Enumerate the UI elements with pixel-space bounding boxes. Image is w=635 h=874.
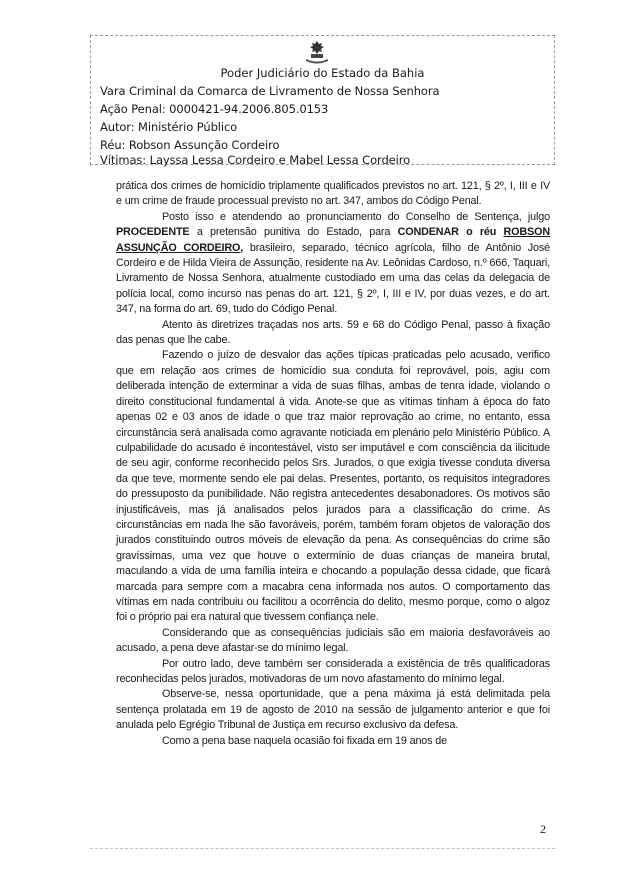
court-name: Poder Judiciário do Estado da Bahia	[220, 66, 425, 80]
footer-rule	[90, 848, 555, 849]
paragraph-8: Como a pena base naquela ocasião foi fixada em 19 anos de	[162, 734, 447, 747]
header-case-number: Ação Penal: 0000421-94.2006.805.0153	[100, 102, 329, 116]
paragraph-verdict	[116, 210, 550, 318]
verdict-condenar: CONDENAR o réu	[397, 226, 504, 239]
paragraph-1: prática dos crimes de homicídio triplamente qualificados previstos no art. 121, § 2º, I, III e IV e um crime de fraude processual previsto no art. 347, ambos do Código Penal.	[116, 180, 550, 208]
header-court-division: Vara Criminal da Comarca de Livramento de Nossa Senhora	[100, 84, 440, 98]
verdict-procedente: PROCEDENTE	[116, 226, 190, 239]
verdict-text: Posto isso e atendendo ao pronunciamento do Conselho de Sentença, julgo	[162, 210, 550, 223]
verdict-text: a pretensão punitiva do Estado, para	[189, 226, 398, 239]
defendant-name: ROBSON ASSUNÇÃO CORDEIRO,	[116, 226, 550, 254]
header-plaintiff: Autor: Ministério Público	[100, 120, 238, 134]
header-defendant: Réu: Robson Assunção Cordeiro	[100, 138, 280, 152]
header-victims: Vítimas: Layssa Lessa Cordeiro e Mabel Lessa Cordeiro	[100, 153, 411, 167]
paragraph-7: Observe-se, nessa oportunidade, que a pena máxima já está delimitada pela sentença prolatada em 19 de agosto de 2010 na sessão de julgamento anterior e que foi anulada pelo Egrégio Tribunal de Justiça em recurso exclusivo da defesa.	[116, 688, 550, 732]
paragraph-6: Por outro lado, deve também ser considerada a existência de três qualificadoras reconhecidas pelos jurados, motivadoras de um novo afastamento do mínimo legal.	[116, 657, 550, 685]
verdict-text: brasileiro, separado, técnico agrícola, filho de Antônio José Cordeiro e de Hilda Vieira de Assunção, residente na Av. Leônidas Cardoso, n.º 666, Taquari, Livramento de Nossa Senhora, atualmente custodiado em uma das celas da delegacia de polícia local, como incurso nas penas do art. 121, § 2º, I, III e IV, por duas vezes, e do art. 347, na forma do art. 69, tudo do Código Penal.	[116, 241, 550, 316]
paragraph-4: Fazendo o juízo de desvalor das ações típicas praticadas pelo acusado, verifico que em relação aos crimes de homicídio sua conduta foi reprovável, pois, agiu com deliberada intenção de exterminar a vida de suas filhas, ambas de tenra idade, violando o direito constitucional fundamental à vida. Anote-se que as vítimas tinham à época do fato apenas 02 e 03 anos de idade o que traz maior reprovação ao crime, no entanto, essa circunstância será analisada como agravante noticiada em plenário pelo Ministério Público. A culpabilidade do acusado é incontestável, visto ser imputável e com consciência da ilicitude de seu agir, conforme reconhecido pelos Srs. Jurados, o que exigia tivesse conduta diversa da que teve, mormente sendo ele pai delas. Presentes, portanto, os requisitos integradores do pressuposto da punibilidade. Não registra antecedentes desabonadores. Os motivos são injustificáveis, mas já analisados pelos jurados para a classificação do crime. As circunstâncias em nada lhe são favoráveis, porém, também foram objetos de valoração dos jurados constituindo outros móveis de elevação da pena. As consequências do crime são gravíssimas, uma vez que houve o extermínio de duas crianças de maneira brutal, maculando a vida de uma família inteira e chocando a população dessa cidade, que ficará marcada para sempre com a macabra cena informada nos autos. O comportamento das vítimas em nada contribuiu ou facilitou a ocorrência do delito, mesmo porque, como o algoz foi o próprio pai era natural que tivessem confiança nele.	[116, 349, 550, 624]
paragraph-3: Atento às diretrizes traçadas nos arts. 59 e 68 do Código Penal, passo à fixação das penas que lhe cabe.	[116, 318, 550, 347]
coat-of-arms-icon	[300, 40, 334, 64]
document-body	[116, 179, 550, 749]
paragraph-5: Considerando que as consequências judiciais são em maioria desfavoráveis ao acusado, a pena deve afastar-se do mínimo legal.	[116, 626, 550, 655]
page-number: 2	[540, 822, 546, 836]
